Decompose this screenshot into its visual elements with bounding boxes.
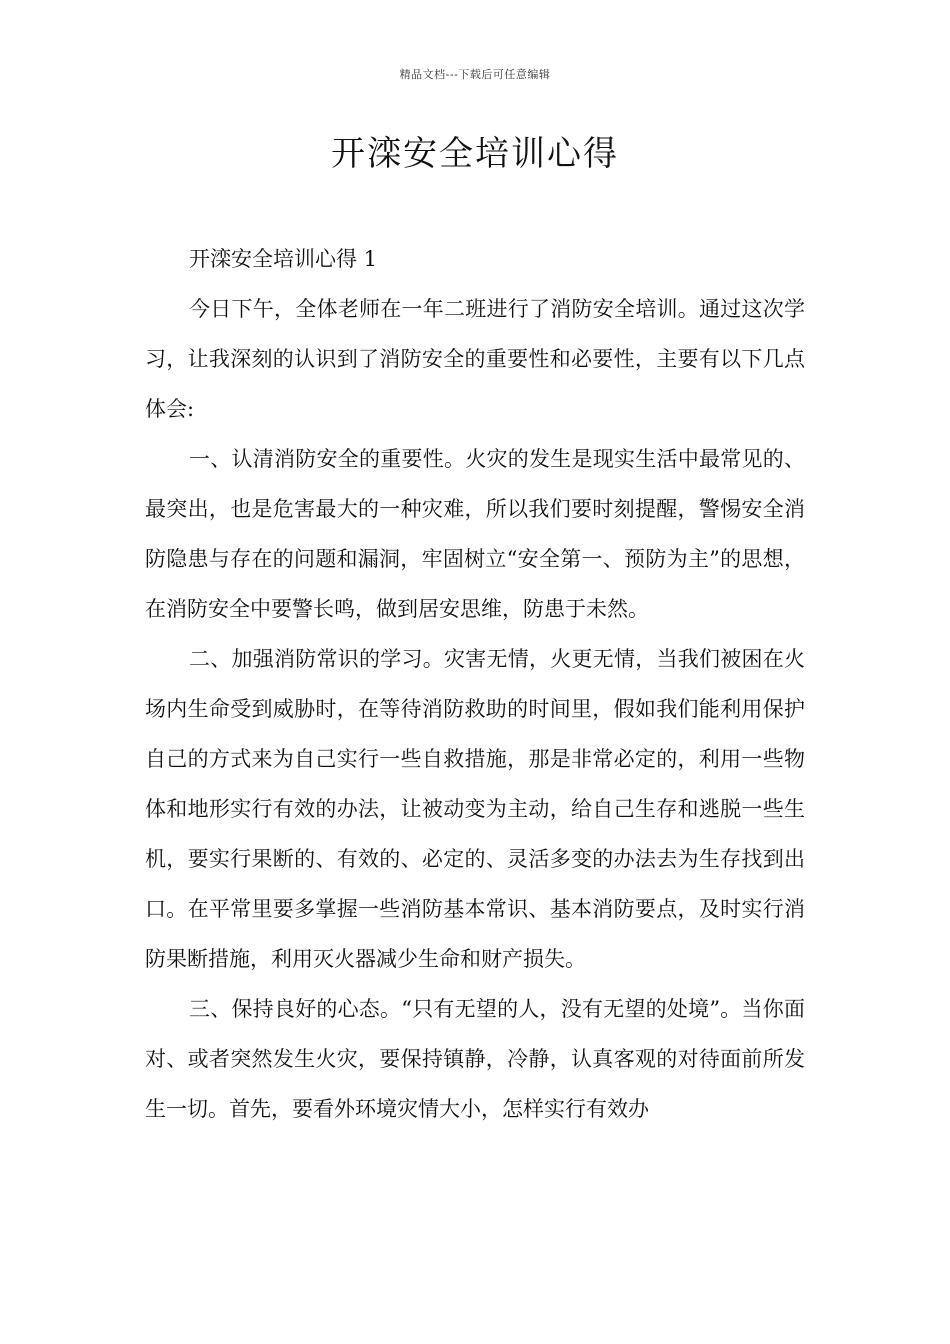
document-title: 开滦安全培训心得 [331, 134, 619, 174]
paragraph-point-one: 一、认清消防安全的重要性。火灾的发生是现实生活中最常见的、最突出，也是危害最大的一种灾难，所以我们要时刻提醒，警惕安全消防隐患与存在的问题和漏洞，牢固树立“安全第一、预防为主”的思想，在消防安全中要警长鸣，做到居安思维，防患于未然。 [145, 447, 805, 621]
paragraph-point-two: 二、加强消防常识的学习。灾害无情，火更无情，当我们被困在火场内生命受到威胁时，在等待消防救助的时间里，假如我们能利用保护自己的方式来为自己实行一些自救措施，那是非常必定的，利用一些物体和地形实行有效的办法，让被动变为主动，给自己生存和逃脱一些生机，要实行果断的、有效的、必定的、灵活多变的办法去为生存找到出口。在平常里要多掌握一些消防基本常识、基本消防要点，及时实行消防果断措施，利用灭火器减少生命和财产损失。 [145, 647, 805, 971]
page-header: 精品文档---下载后可任意编辑 [399, 68, 551, 81]
paragraph-intro: 今日下午，全体老师在一年二班进行了消防安全培训。通过这次学习，让我深刻的认识到了消防安全的重要性和必要性，主要有以下几点体会: [145, 297, 805, 421]
paragraph-point-three: 三、保持良好的心态。“只有无望的人，没有无望的处境”。当你面对、或者突然发生火灾，要保持镇静，冷静，认真客观的对待面前所发生一切。首先，要看外环境灾情大小，怎样实行有效办 [145, 997, 805, 1121]
section-heading: 开滦安全培训心得 1 [189, 247, 378, 271]
document-body [145, 234, 805, 1134]
